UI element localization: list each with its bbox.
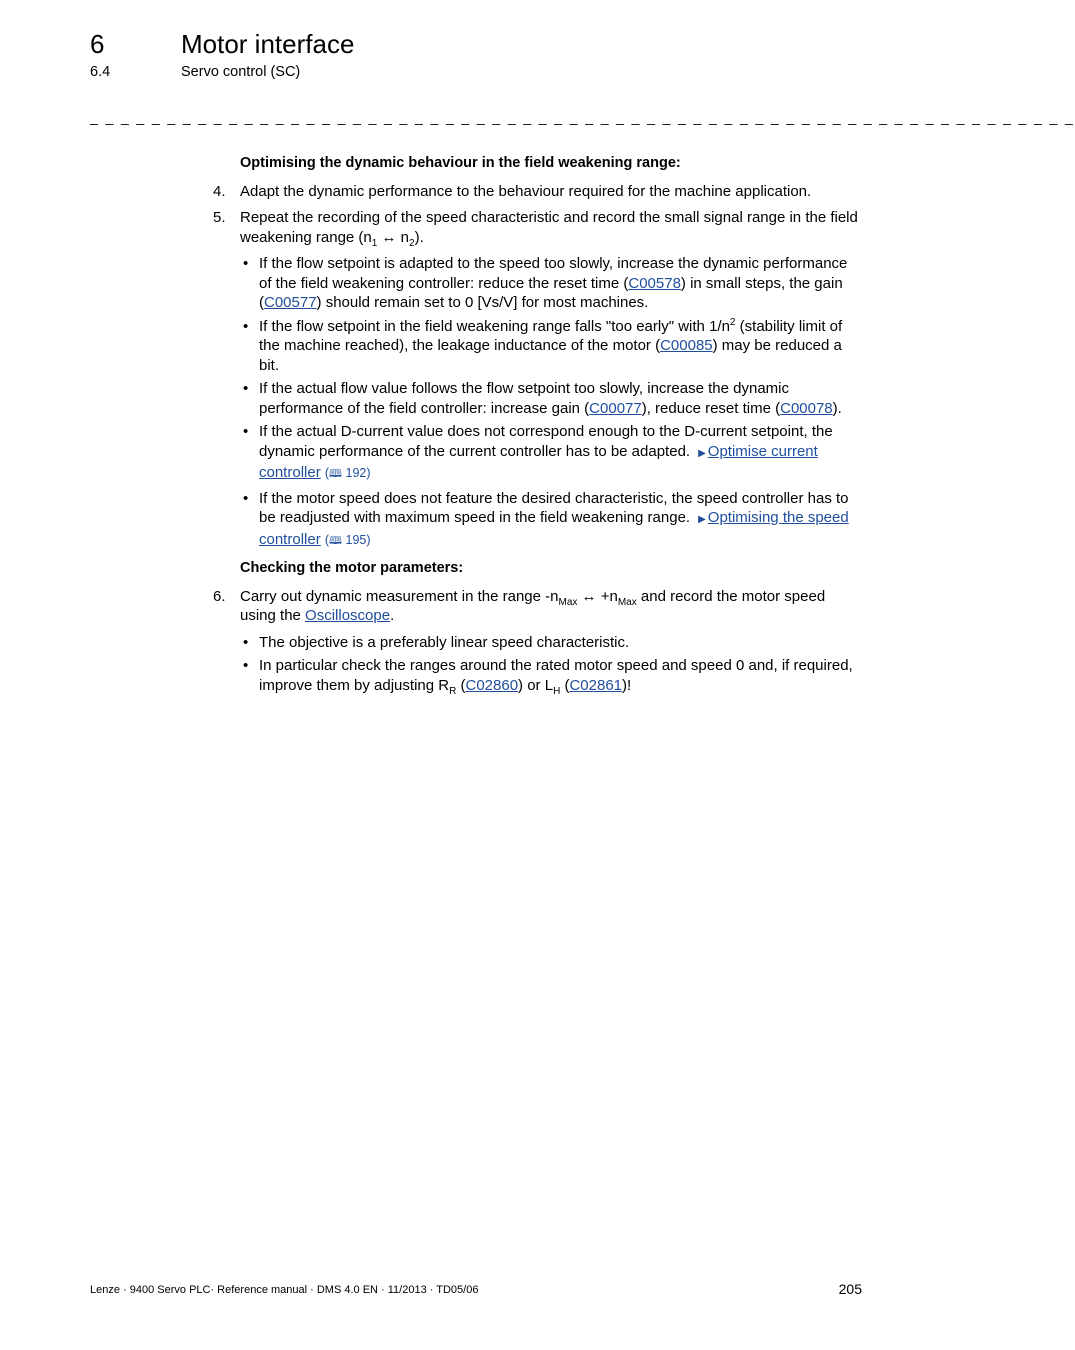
- list-item: [240, 379, 861, 418]
- step-5-bullet-list: [240, 254, 861, 551]
- item-text: The objective is a preferably linear speed characteristic.: [259, 633, 630, 651]
- item-text: ), reduce reset time (: [641, 399, 781, 417]
- book-icon: 🕮: [329, 468, 343, 480]
- item-text: If the actual flow value follows the flow setpoint too slowly, increase the dynamic performance of the field controller: increase gain (: [259, 380, 789, 417]
- section-title: Servo control (SC): [181, 64, 301, 80]
- subscript: R: [449, 685, 457, 697]
- chapter-number: 6: [90, 29, 105, 59]
- bullet-icon: •: [243, 380, 249, 397]
- subscript: 1: [371, 237, 378, 249]
- bullet-icon: •: [243, 423, 249, 440]
- step-text: Adapt the dynamic performance to the behaviour required for the machine application.: [240, 182, 812, 200]
- bullet-icon: •: [243, 633, 249, 651]
- step-text: Repeat the recording of the speed characteristic and record the small signal range in the field weakening range (n: [240, 209, 858, 246]
- step-6: [213, 587, 861, 626]
- footer-page-number: 205: [838, 1281, 862, 1297]
- step-text: Carry out dynamic measurement in the range -n: [240, 587, 559, 605]
- list-item: [240, 489, 861, 552]
- bullet-icon: •: [243, 657, 249, 674]
- item-text: If the actual D-current value does not correspond enough to the D-current setpoint, the dynamic performance of the current controller has to be adapted.: [259, 423, 833, 460]
- list-item: [240, 422, 861, 485]
- item-text: If the motor speed does not feature the desired characteristic, the speed controller has to be readjusted with maximum speed in the field weakening range.: [259, 489, 849, 526]
- main-content: [213, 154, 861, 703]
- step-text: ↔ +n: [577, 587, 618, 605]
- step-4: [213, 182, 861, 202]
- arrow-right-icon: ▶: [698, 447, 706, 459]
- subscript: H: [553, 685, 561, 697]
- item-text: ) in small steps, the gain (: [259, 274, 843, 311]
- list-item: [240, 254, 861, 313]
- item-text: )!: [622, 676, 632, 694]
- link-c00085[interactable]: C00085: [660, 337, 713, 354]
- bullet-icon: •: [243, 255, 249, 272]
- subscript: Max: [617, 596, 637, 608]
- step-text: ).: [414, 228, 424, 246]
- item-text: ) or L: [518, 676, 554, 694]
- item-text: (: [560, 676, 570, 694]
- item-text: ).: [832, 399, 842, 417]
- step-6-bullet-list: [240, 633, 861, 696]
- item-text: ) should remain set to 0 [Vs/V] for most machines.: [316, 294, 649, 311]
- chapter-title: Motor interface: [181, 29, 355, 59]
- step-text: ↔ n: [377, 228, 410, 246]
- step-text: and record the motor speed using the: [240, 587, 826, 624]
- page-number: 195: [345, 532, 367, 547]
- list-item: [240, 633, 861, 653]
- section-number: 6.4: [90, 64, 111, 80]
- bullet-icon: •: [243, 489, 249, 507]
- step-number: 6.: [213, 587, 226, 605]
- list-item: [240, 317, 861, 376]
- footer-document-info: Lenze · 9400 Servo PLC· Reference manual · DMS 4.0 EN · 11/2013 · TD05/06: [90, 1284, 479, 1296]
- page-reference[interactable]: (🕮 195): [325, 533, 371, 547]
- link-c00578[interactable]: C00578: [628, 274, 681, 292]
- page-reference[interactable]: (🕮 192): [325, 466, 371, 480]
- step-text: .: [390, 607, 395, 624]
- link-c00078[interactable]: C00078: [780, 399, 833, 417]
- link-c02860[interactable]: C02860: [465, 676, 519, 694]
- superscript: 2: [729, 316, 736, 328]
- step-number: 5.: [213, 209, 226, 226]
- page-number: 192: [345, 466, 367, 480]
- subscript: Max: [558, 596, 578, 608]
- subscript: 2: [409, 237, 415, 249]
- step-number: 4.: [213, 182, 226, 200]
- field-weakening-heading: Optimising the dynamic behaviour in the field weakening range:: [240, 155, 681, 171]
- item-text: In particular check the ranges around the rated motor speed and speed 0 and, if required, improve them by adjusting R: [259, 657, 853, 694]
- bullet-icon: •: [243, 317, 249, 335]
- item-text: (stability limit of the machine reached), the leakage inductance of the motor (: [259, 317, 843, 354]
- item-text: ) may be reduced a bit.: [259, 337, 842, 374]
- motor-parameters-heading: Checking the motor parameters:: [240, 560, 464, 576]
- link-c00077[interactable]: C00077: [589, 399, 642, 417]
- step-5: [213, 208, 861, 249]
- link-optimise-current-controller[interactable]: Optimise current controller: [259, 442, 818, 481]
- header-dashed-rule: _ _ _ _ _ _ _ _ _ _ _ _ _ _ _ _ _ _ _ _ _ _ _ _ _ _ _ _ _ _ _ _ _ _ _ _ _ _ _ _ _ _ _ _ _ _ _ _ _ _ _ _ _ _ _ _ _ _ _ _ _ _ _ _: [90, 109, 1075, 125]
- item-text: (: [456, 676, 466, 694]
- link-c02861[interactable]: C02861: [569, 676, 623, 694]
- list-item: [240, 656, 861, 695]
- book-icon: 🕮: [329, 534, 343, 547]
- item-text: If the flow setpoint in the field weakening range falls "too early" with 1/n: [259, 317, 730, 335]
- link-c00577[interactable]: C00577: [264, 294, 317, 311]
- link-oscilloscope[interactable]: Oscilloscope: [305, 607, 391, 624]
- arrow-right-icon: ▶: [698, 514, 706, 525]
- item-text: If the flow setpoint is adapted to the speed too slowly, increase the dynamic performance of the field weakening controller: reduce the reset time (: [259, 255, 848, 292]
- link-optimising-speed-controller[interactable]: Optimising the speed controller: [259, 509, 849, 548]
